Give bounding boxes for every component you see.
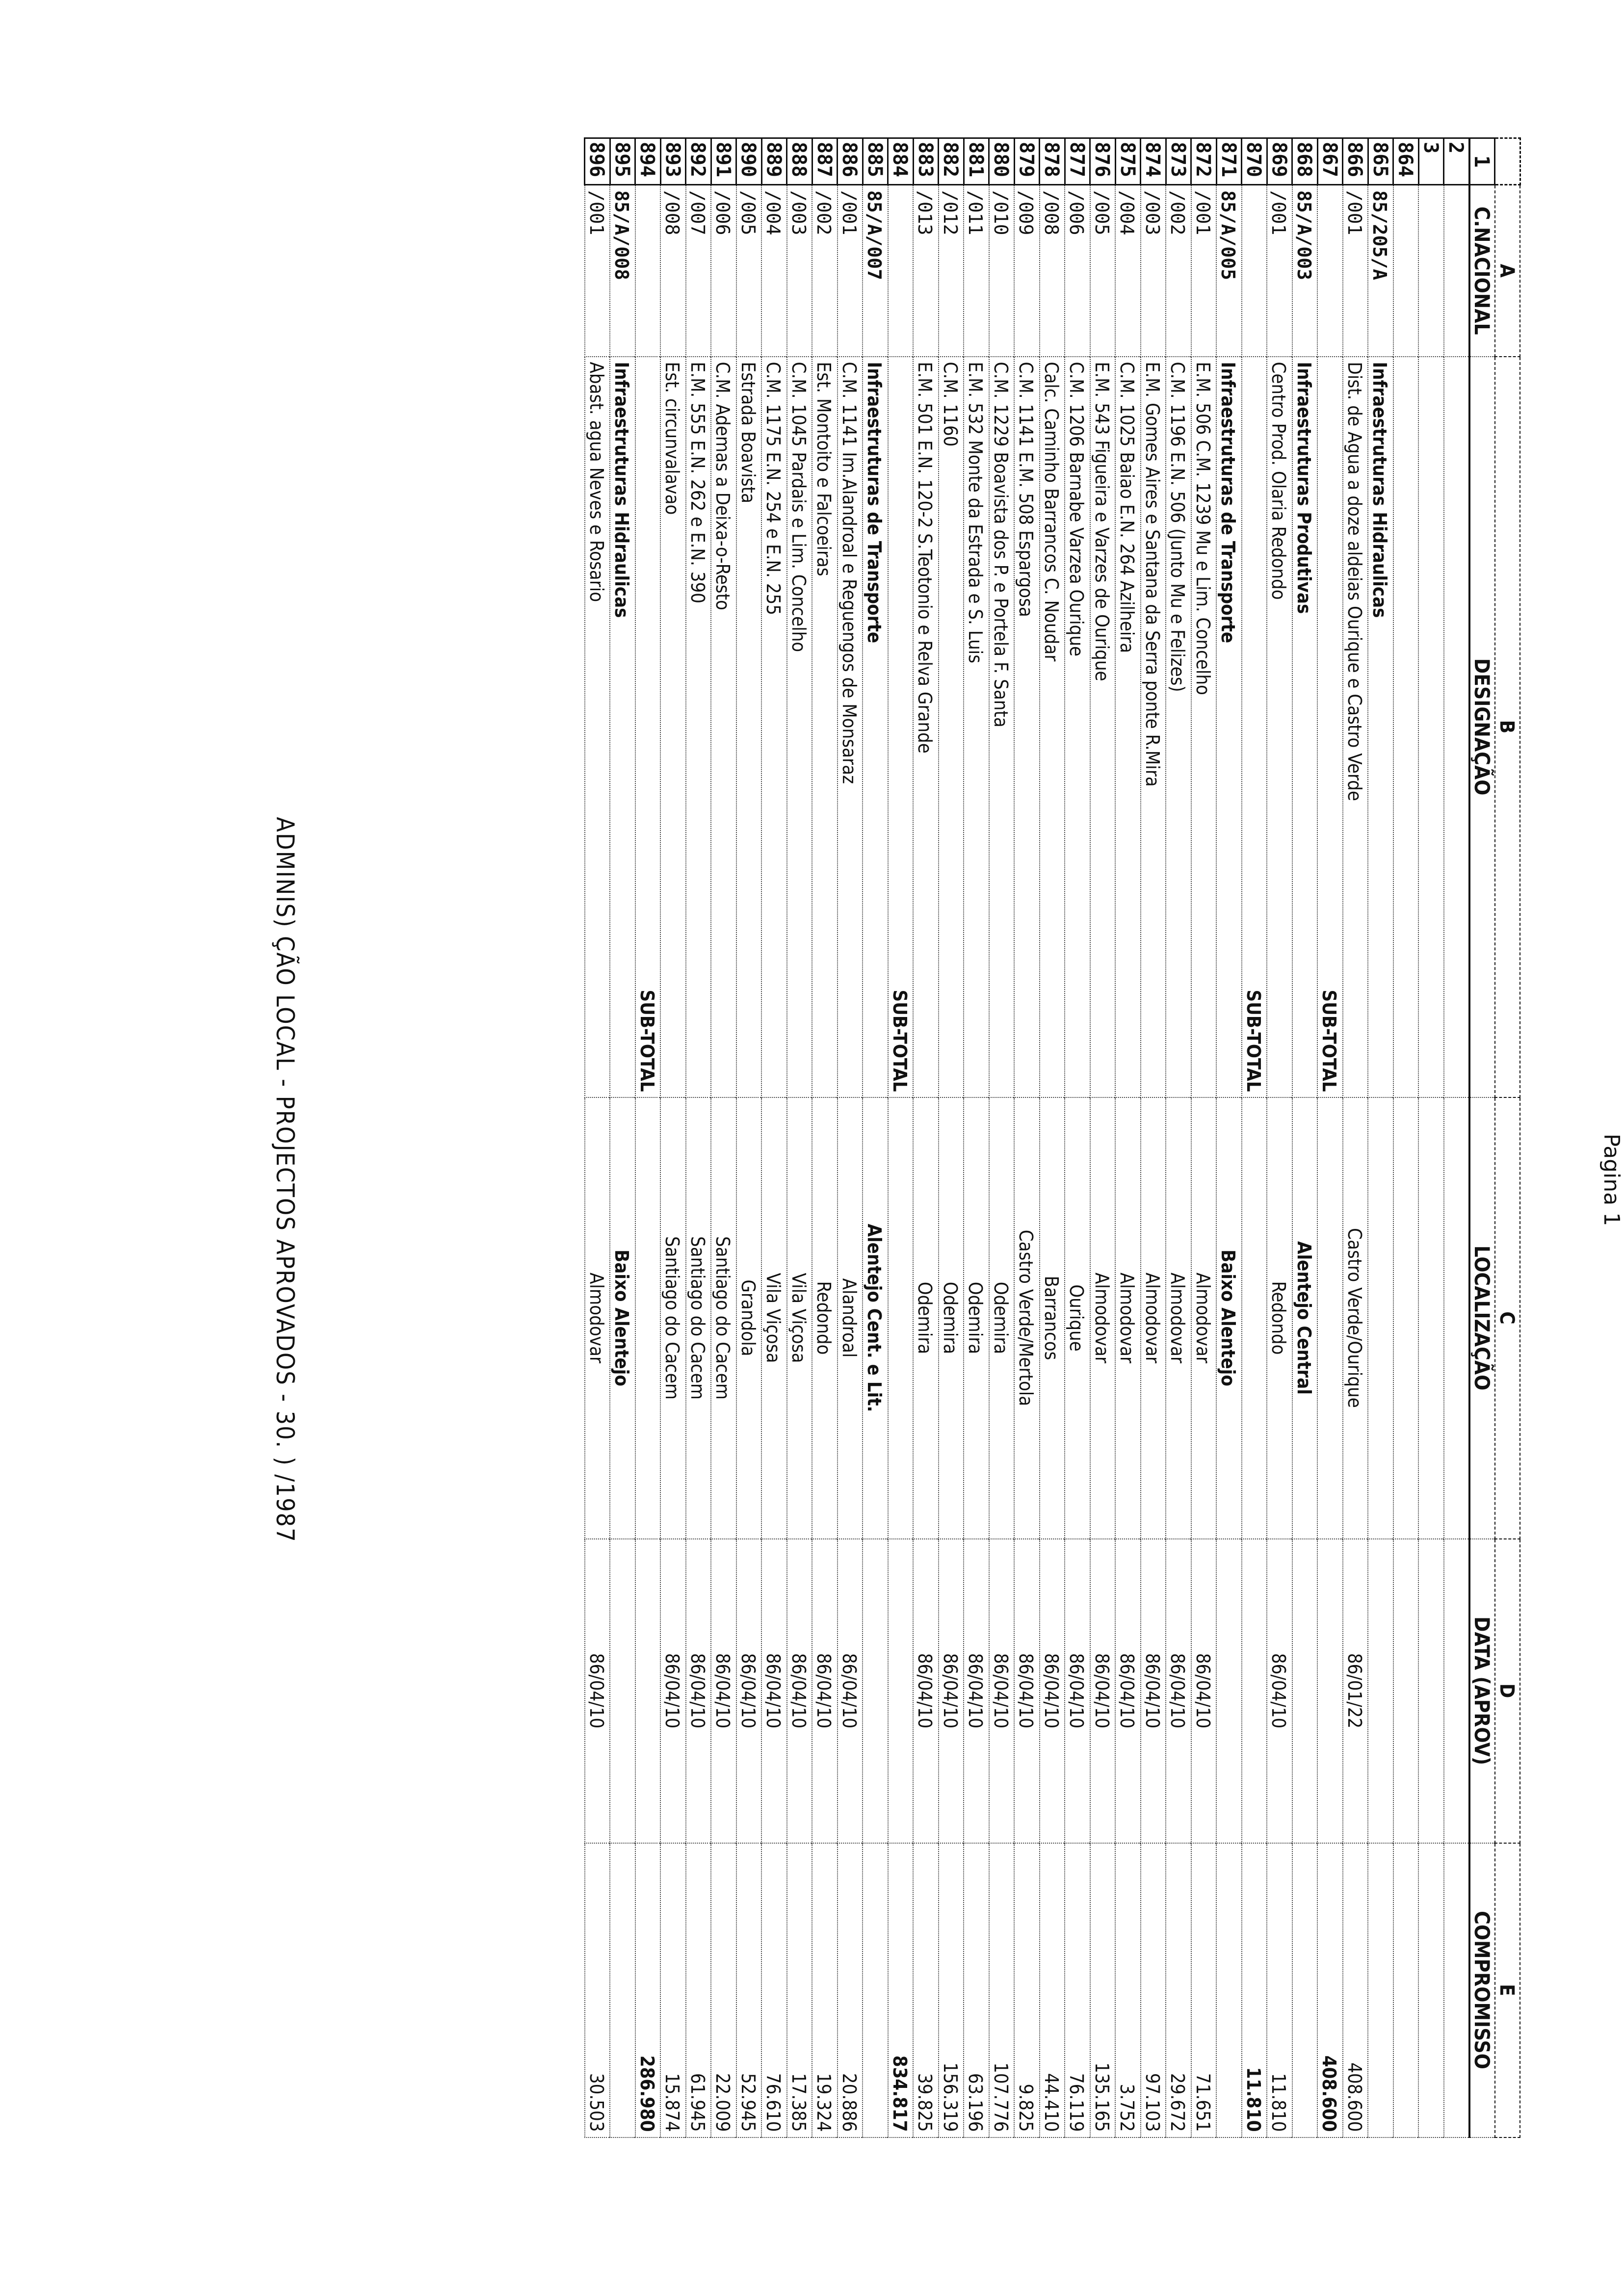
column-header[interactable]: DATA (APROV): [1469, 1539, 1495, 1843]
cell-data[interactable]: 86/04/10: [1040, 1539, 1065, 1843]
cell-compromisso[interactable]: 9.825: [1015, 1843, 1040, 2137]
cell-compromisso[interactable]: 44.410: [1040, 1843, 1065, 2137]
row-number[interactable]: 869: [1267, 138, 1293, 185]
cell-localizacao[interactable]: Almodovar: [1191, 1097, 1217, 1539]
cell-compromisso[interactable]: 408.600: [1343, 1843, 1368, 2137]
cell-codigo[interactable]: /006: [711, 185, 737, 357]
row-number[interactable]: 868: [1292, 138, 1318, 185]
cell-designacao[interactable]: C.M. 1045 Pardais e Lim. Concelho: [787, 357, 812, 1097]
row-number[interactable]: 882: [939, 138, 964, 185]
cell-data[interactable]: 86/04/10: [939, 1539, 964, 1843]
cell-codigo[interactable]: /004: [1116, 185, 1141, 357]
row-number[interactable]: 886: [838, 138, 863, 185]
cell-compromisso[interactable]: [1368, 1843, 1394, 2137]
row-number[interactable]: 867: [1318, 138, 1343, 185]
cell-designacao[interactable]: Estrada Boavista: [736, 357, 762, 1097]
cell-data[interactable]: 86/04/10: [1090, 1539, 1116, 1843]
cell-compromisso[interactable]: 39.825: [914, 1843, 939, 2137]
cell-codigo[interactable]: /006: [1065, 185, 1091, 357]
cell-localizacao[interactable]: Santiago do Cacem: [661, 1097, 686, 1539]
column-letter[interactable]: D: [1495, 1539, 1520, 1843]
table-row: [762, 138, 787, 2137]
cell-codigo[interactable]: /012: [939, 185, 964, 357]
cell-codigo[interactable]: [1444, 185, 1469, 357]
row-number[interactable]: 875: [1116, 138, 1141, 185]
cell-designacao[interactable]: C.M. 1175 E.N. 254 e E.N. 255: [762, 357, 787, 1097]
column-header[interactable]: C.NACIONAL: [1469, 185, 1495, 357]
cell-designacao[interactable]: Infraestruturas Hidraulicas: [1368, 357, 1394, 1097]
cell-data[interactable]: 86/04/10: [1116, 1539, 1141, 1843]
table-row: [736, 138, 762, 2137]
cell-codigo[interactable]: /001: [1191, 185, 1217, 357]
row-number[interactable]: 3: [1419, 138, 1444, 185]
table-row: [1040, 138, 1065, 2137]
cell-localizacao[interactable]: Odemira: [989, 1097, 1015, 1539]
cell-localizacao[interactable]: Almodovar: [1166, 1097, 1192, 1539]
row-number[interactable]: 876: [1090, 138, 1116, 185]
cell-designacao[interactable]: E.M. 506 C.M. 1239 Mu e Lim. Concelho: [1191, 357, 1217, 1097]
cell-localizacao[interactable]: [1419, 1097, 1444, 1539]
cell-codigo[interactable]: [888, 185, 914, 357]
cell-compromisso[interactable]: 30.503: [585, 1843, 610, 2137]
cell-codigo[interactable]: 85/205/A: [1368, 185, 1394, 357]
cell-codigo[interactable]: 85/A/007: [863, 185, 889, 357]
row-number[interactable]: 874: [1141, 138, 1166, 185]
cell-compromisso[interactable]: 3.752: [1116, 1843, 1141, 2137]
row-number[interactable]: 889: [762, 138, 787, 185]
cell-localizacao[interactable]: Almodovar: [1141, 1097, 1166, 1539]
cell-designacao[interactable]: Centro Prod. Olaria Redondo: [1267, 357, 1293, 1097]
column-header[interactable]: LOCALIZAÇÃO: [1469, 1097, 1495, 1539]
cell-data[interactable]: [1242, 1539, 1267, 1843]
column-header[interactable]: COMPROMISSO: [1469, 1843, 1495, 2137]
cell-designacao[interactable]: Infraestruturas de Transporte: [1217, 357, 1242, 1097]
cell-localizacao[interactable]: Odemira: [939, 1097, 964, 1539]
cell-compromisso[interactable]: 76.119: [1065, 1843, 1091, 2137]
cell-localizacao[interactable]: Barrancos: [1040, 1097, 1065, 1539]
table-row: [1318, 138, 1343, 2137]
cell-data[interactable]: 86/04/10: [1015, 1539, 1040, 1843]
row-number[interactable]: 870: [1242, 138, 1267, 185]
cell-codigo[interactable]: /001: [1343, 185, 1368, 357]
column-letter[interactable]: E: [1495, 1843, 1520, 2137]
cell-compromisso[interactable]: 29.672: [1166, 1843, 1192, 2137]
cell-designacao[interactable]: Dist. de Agua a doze aldeias Ourique e Castro Verde: [1343, 357, 1368, 1097]
cell-designacao[interactable]: Infraestruturas Hidraulicas: [610, 357, 636, 1097]
table-row: [888, 138, 914, 2137]
row-number[interactable]: 878: [1040, 138, 1065, 185]
row-number[interactable]: 890: [736, 138, 762, 185]
cell-designacao[interactable]: SUB-TOTAL: [1242, 357, 1267, 1097]
row-number[interactable]: 895: [610, 138, 636, 185]
cell-data[interactable]: [1393, 1539, 1419, 1843]
cell-codigo[interactable]: /002: [812, 185, 838, 357]
cell-designacao[interactable]: C.M. 1141 Im.Alandroal e Reguengos de Monsaraz: [838, 357, 863, 1097]
cell-designacao[interactable]: Est. Montoito e Falcoeiras: [812, 357, 838, 1097]
row-number[interactable]: 892: [686, 138, 711, 185]
cell-designacao[interactable]: Abast. agua Neves e Rosario: [585, 357, 610, 1097]
cell-localizacao[interactable]: Almodovar: [1090, 1097, 1116, 1539]
cell-designacao[interactable]: C.M. 1196 E.N. 506 (Junto Mu e Felizes): [1166, 357, 1192, 1097]
cell-codigo[interactable]: /007: [686, 185, 711, 357]
row-number: 1: [1469, 138, 1495, 185]
cell-localizacao[interactable]: Almodovar: [1116, 1097, 1141, 1539]
cell-designacao[interactable]: SUB-TOTAL: [888, 357, 914, 1097]
table-row: [635, 138, 661, 2137]
column-letter[interactable]: C: [1495, 1097, 1520, 1539]
cell-data[interactable]: 86/04/10: [1065, 1539, 1091, 1843]
cell-data[interactable]: 86/04/10: [838, 1539, 863, 1843]
cell-compromisso[interactable]: [1217, 1843, 1242, 2137]
row-number[interactable]: 877: [1065, 138, 1091, 185]
cell-data[interactable]: 86/01/22: [1343, 1539, 1368, 1843]
table-row: [1141, 138, 1166, 2137]
cell-compromisso[interactable]: 76.610: [762, 1843, 787, 2137]
cell-designacao[interactable]: Infraestruturas Produtivas: [1292, 357, 1318, 1097]
cell-localizacao[interactable]: Grandola: [736, 1097, 762, 1539]
cell-codigo[interactable]: 85/A/008: [610, 185, 636, 357]
row-number[interactable]: 871: [1217, 138, 1242, 185]
cell-data[interactable]: [863, 1539, 889, 1843]
cell-data[interactable]: 86/04/10: [1166, 1539, 1192, 1843]
cell-compromisso[interactable]: 71.651: [1191, 1843, 1217, 2137]
cell-designacao[interactable]: C.M. 1160: [939, 357, 964, 1097]
cell-data[interactable]: 86/04/10: [812, 1539, 838, 1843]
cell-data[interactable]: [1318, 1539, 1343, 1843]
cell-localizacao[interactable]: Ourique: [1065, 1097, 1091, 1539]
table-row: [1419, 138, 1444, 2137]
row-number[interactable]: 884: [888, 138, 914, 185]
cell-designacao[interactable]: E.M. Gomes Aires e Santana da Serra ponte R.Mira: [1141, 357, 1166, 1097]
cell-designacao[interactable]: C.M. 1025 Baiao E.N. 264 Azilheira: [1116, 357, 1141, 1097]
cell-codigo[interactable]: /002: [1166, 185, 1192, 357]
cell-codigo[interactable]: /001: [585, 185, 610, 357]
cell-compromisso[interactable]: 834.817: [888, 1843, 914, 2137]
cell-compromisso[interactable]: 19.324: [812, 1843, 838, 2137]
cell-compromisso[interactable]: [1419, 1843, 1444, 2137]
page-title: ADMINIS) ÇÃO LOCAL - PROJECTOS APROVADOS - 30. ) /1987: [271, 817, 299, 1543]
cell-compromisso[interactable]: 61.945: [686, 1843, 711, 2137]
row-number[interactable]: 866: [1343, 138, 1368, 185]
spreadsheet: [584, 137, 1521, 2138]
cell-compromisso[interactable]: 17.385: [787, 1843, 812, 2137]
cell-codigo[interactable]: /008: [1040, 185, 1065, 357]
cell-designacao[interactable]: [1419, 357, 1444, 1097]
table-row: [964, 138, 990, 2137]
cell-data[interactable]: [1217, 1539, 1242, 1843]
row-number[interactable]: 885: [863, 138, 889, 185]
cell-data[interactable]: 86/04/10: [1191, 1539, 1217, 1843]
cell-compromisso[interactable]: [863, 1843, 889, 2137]
cell-compromisso[interactable]: [1393, 1843, 1419, 2137]
cell-codigo[interactable]: /005: [1090, 185, 1116, 357]
table-row: [711, 138, 737, 2137]
cell-compromisso[interactable]: 286.980: [635, 1843, 661, 2137]
cell-localizacao[interactable]: Redondo: [1267, 1097, 1293, 1539]
cell-compromisso[interactable]: 156.319: [939, 1843, 964, 2137]
row-number[interactable]: 887: [812, 138, 838, 185]
table-row: [812, 138, 838, 2137]
cell-designacao[interactable]: E.M. 501 E.N. 120-2 S.Teotonio e Relva Grande: [914, 357, 939, 1097]
cell-data[interactable]: [888, 1539, 914, 1843]
cell-compromisso[interactable]: 15.874: [661, 1843, 686, 2137]
cell-localizacao[interactable]: [1444, 1097, 1469, 1539]
cell-compromisso[interactable]: 11.810: [1242, 1843, 1267, 2137]
row-number[interactable]: 894: [635, 138, 661, 185]
cell-data[interactable]: [635, 1539, 661, 1843]
column-header[interactable]: DESIGNAÇÃO: [1469, 357, 1495, 1097]
table-row: [1217, 138, 1242, 2137]
cell-compromisso[interactable]: 52.945: [736, 1843, 762, 2137]
cell-data[interactable]: [1419, 1539, 1444, 1843]
table-row: [686, 138, 711, 2137]
corner-cell: [1495, 138, 1520, 185]
cell-designacao[interactable]: E.M. 543 Figueira e Varzes de Ourique: [1090, 357, 1116, 1097]
cell-localizacao[interactable]: [888, 1097, 914, 1539]
row-number[interactable]: 2: [1444, 138, 1469, 185]
cell-data[interactable]: 86/04/10: [964, 1539, 990, 1843]
row-number[interactable]: 872: [1191, 138, 1217, 185]
cell-compromisso[interactable]: [610, 1843, 636, 2137]
table-row: [1444, 138, 1469, 2137]
cell-data[interactable]: 86/04/10: [661, 1539, 686, 1843]
cell-codigo[interactable]: /008: [661, 185, 686, 357]
page-number: Pagina 1: [1599, 1133, 1624, 1226]
cell-codigo[interactable]: /009: [1015, 185, 1040, 357]
cell-localizacao[interactable]: [1318, 1097, 1343, 1539]
table-body: [585, 138, 1520, 2137]
cell-data[interactable]: 86/04/10: [787, 1539, 812, 1843]
cell-designacao[interactable]: E.M. 555 E.N. 262 e E.N. 390: [686, 357, 711, 1097]
cell-compromisso[interactable]: 97.103: [1141, 1843, 1166, 2137]
cell-localizacao[interactable]: [1393, 1097, 1419, 1539]
cell-codigo[interactable]: 85/A/003: [1292, 185, 1318, 357]
cell-codigo[interactable]: /004: [762, 185, 787, 357]
row-number[interactable]: 891: [711, 138, 737, 185]
cell-data[interactable]: 86/04/10: [914, 1539, 939, 1843]
cell-localizacao[interactable]: Almodovar: [585, 1097, 610, 1539]
cell-compromisso[interactable]: 408.600: [1318, 1843, 1343, 2137]
column-letter[interactable]: B: [1495, 357, 1520, 1097]
cell-designacao[interactable]: C.M. 1141 E.M. 508 Espargosa: [1015, 357, 1040, 1097]
table-row: [1267, 138, 1293, 2137]
table-row: [1191, 138, 1217, 2137]
row-number[interactable]: 880: [989, 138, 1015, 185]
row-number[interactable]: 873: [1166, 138, 1192, 185]
cell-localizacao[interactable]: Castro Verde/Mertola: [1015, 1097, 1040, 1539]
project-table: [584, 137, 1521, 2138]
table-row: [585, 138, 610, 2137]
field-header-row: [1469, 138, 1495, 2137]
table-row: [1242, 138, 1267, 2137]
cell-localizacao[interactable]: Vila Viçosa: [762, 1097, 787, 1539]
rotated-page: [196, 137, 1624, 2222]
table-row: [1343, 138, 1368, 2137]
cell-codigo[interactable]: [1242, 185, 1267, 357]
cell-codigo[interactable]: [1419, 185, 1444, 357]
row-number[interactable]: 888: [787, 138, 812, 185]
cell-data[interactable]: [1368, 1539, 1394, 1843]
cell-designacao[interactable]: SUB-TOTAL: [635, 357, 661, 1097]
row-number[interactable]: 883: [914, 138, 939, 185]
cell-designacao[interactable]: [1393, 357, 1419, 1097]
cell-localizacao[interactable]: Redondo: [812, 1097, 838, 1539]
table-row: [1015, 138, 1040, 2137]
cell-codigo[interactable]: /005: [736, 185, 762, 357]
table-row: [989, 138, 1015, 2137]
cell-localizacao[interactable]: Santiago do Cacem: [711, 1097, 737, 1539]
row-number[interactable]: 879: [1015, 138, 1040, 185]
cell-data[interactable]: 86/04/10: [711, 1539, 737, 1843]
cell-localizacao[interactable]: Alentejo Cent. e Lit.: [863, 1097, 889, 1539]
table-row: [661, 138, 686, 2137]
row-number[interactable]: 896: [585, 138, 610, 185]
cell-compromisso[interactable]: 135.165: [1090, 1843, 1116, 2137]
cell-data[interactable]: 86/04/10: [989, 1539, 1015, 1843]
cell-localizacao[interactable]: Vila Viçosa: [787, 1097, 812, 1539]
cell-localizacao[interactable]: Alandroal: [838, 1097, 863, 1539]
cell-codigo[interactable]: /003: [1141, 185, 1166, 357]
row-number[interactable]: 864: [1393, 138, 1419, 185]
table-row: [1116, 138, 1141, 2137]
table-row: [610, 138, 636, 2137]
cell-data[interactable]: 86/04/10: [686, 1539, 711, 1843]
cell-data[interactable]: [610, 1539, 636, 1843]
column-letter-row: [1495, 138, 1520, 2137]
cell-compromisso[interactable]: [1292, 1843, 1318, 2137]
cell-localizacao[interactable]: Baixo Alentejo: [610, 1097, 636, 1539]
cell-compromisso[interactable]: 22.009: [711, 1843, 737, 2137]
cell-compromisso[interactable]: [1444, 1843, 1469, 2137]
cell-codigo[interactable]: 85/A/005: [1217, 185, 1242, 357]
cell-localizacao[interactable]: [635, 1097, 661, 1539]
cell-data[interactable]: [1292, 1539, 1318, 1843]
cell-compromisso[interactable]: 11.810: [1267, 1843, 1293, 2137]
cell-localizacao[interactable]: Santiago do Cacem: [686, 1097, 711, 1539]
cell-codigo[interactable]: /013: [914, 185, 939, 357]
cell-data[interactable]: 86/04/10: [762, 1539, 787, 1843]
table-row: [863, 138, 889, 2137]
cell-localizacao[interactable]: Odemira: [914, 1097, 939, 1539]
table-row: [939, 138, 964, 2137]
cell-localizacao[interactable]: Baixo Alentejo: [1217, 1097, 1242, 1539]
table-row: [1090, 138, 1116, 2137]
cell-data[interactable]: 86/04/10: [736, 1539, 762, 1843]
cell-codigo[interactable]: /001: [838, 185, 863, 357]
cell-codigo[interactable]: [1318, 185, 1343, 357]
table-row: [1368, 138, 1394, 2137]
cell-designacao[interactable]: [1444, 357, 1469, 1097]
table-row: [914, 138, 939, 2137]
row-number[interactable]: 893: [661, 138, 686, 185]
cell-designacao[interactable]: Calc. Caminho Barrancos C. Noudar: [1040, 357, 1065, 1097]
cell-data[interactable]: 86/04/10: [585, 1539, 610, 1843]
cell-codigo[interactable]: [635, 185, 661, 357]
cell-codigo[interactable]: /010: [989, 185, 1015, 357]
table-row: [1065, 138, 1091, 2137]
row-number[interactable]: 881: [964, 138, 990, 185]
cell-data[interactable]: 86/04/10: [1267, 1539, 1293, 1843]
cell-designacao[interactable]: E.M. 532 Monte da Estrada e S. Luis: [964, 357, 990, 1097]
cell-localizacao[interactable]: [1368, 1097, 1394, 1539]
cell-codigo[interactable]: /003: [787, 185, 812, 357]
cell-designacao[interactable]: SUB-TOTAL: [1318, 357, 1343, 1097]
cell-localizacao[interactable]: [1242, 1097, 1267, 1539]
cell-codigo[interactable]: [1393, 185, 1419, 357]
cell-data[interactable]: 86/04/10: [1141, 1539, 1166, 1843]
table-row: [787, 138, 812, 2137]
column-letter[interactable]: A: [1495, 185, 1520, 357]
cell-localizacao[interactable]: Castro Verde/Ourique: [1343, 1097, 1368, 1539]
cell-compromisso[interactable]: 20.886: [838, 1843, 863, 2137]
cell-designacao[interactable]: Est. circunvalavao: [661, 357, 686, 1097]
cell-compromisso[interactable]: 107.776: [989, 1843, 1015, 2137]
table-row: [1166, 138, 1192, 2137]
cell-codigo[interactable]: /011: [964, 185, 990, 357]
table-row: [1393, 138, 1419, 2137]
cell-designacao[interactable]: Infraestruturas de Transporte: [863, 357, 889, 1097]
cell-compromisso[interactable]: 63.196: [964, 1843, 990, 2137]
cell-designacao[interactable]: C.M. Ademas a Deixa-o-Resto: [711, 357, 737, 1097]
table-row: [1292, 138, 1318, 2137]
table-row: [838, 138, 863, 2137]
cell-designacao[interactable]: C.M. 1229 Boavista dos P. e Portela F. Santa: [989, 357, 1015, 1097]
cell-codigo[interactable]: /001: [1267, 185, 1293, 357]
row-number[interactable]: 865: [1368, 138, 1394, 185]
cell-localizacao[interactable]: Alentejo Central: [1292, 1097, 1318, 1539]
cell-localizacao[interactable]: Odemira: [964, 1097, 990, 1539]
cell-designacao[interactable]: C.M. 1206 Barnabe Varzea Ourique: [1065, 357, 1091, 1097]
cell-data[interactable]: [1444, 1539, 1469, 1843]
